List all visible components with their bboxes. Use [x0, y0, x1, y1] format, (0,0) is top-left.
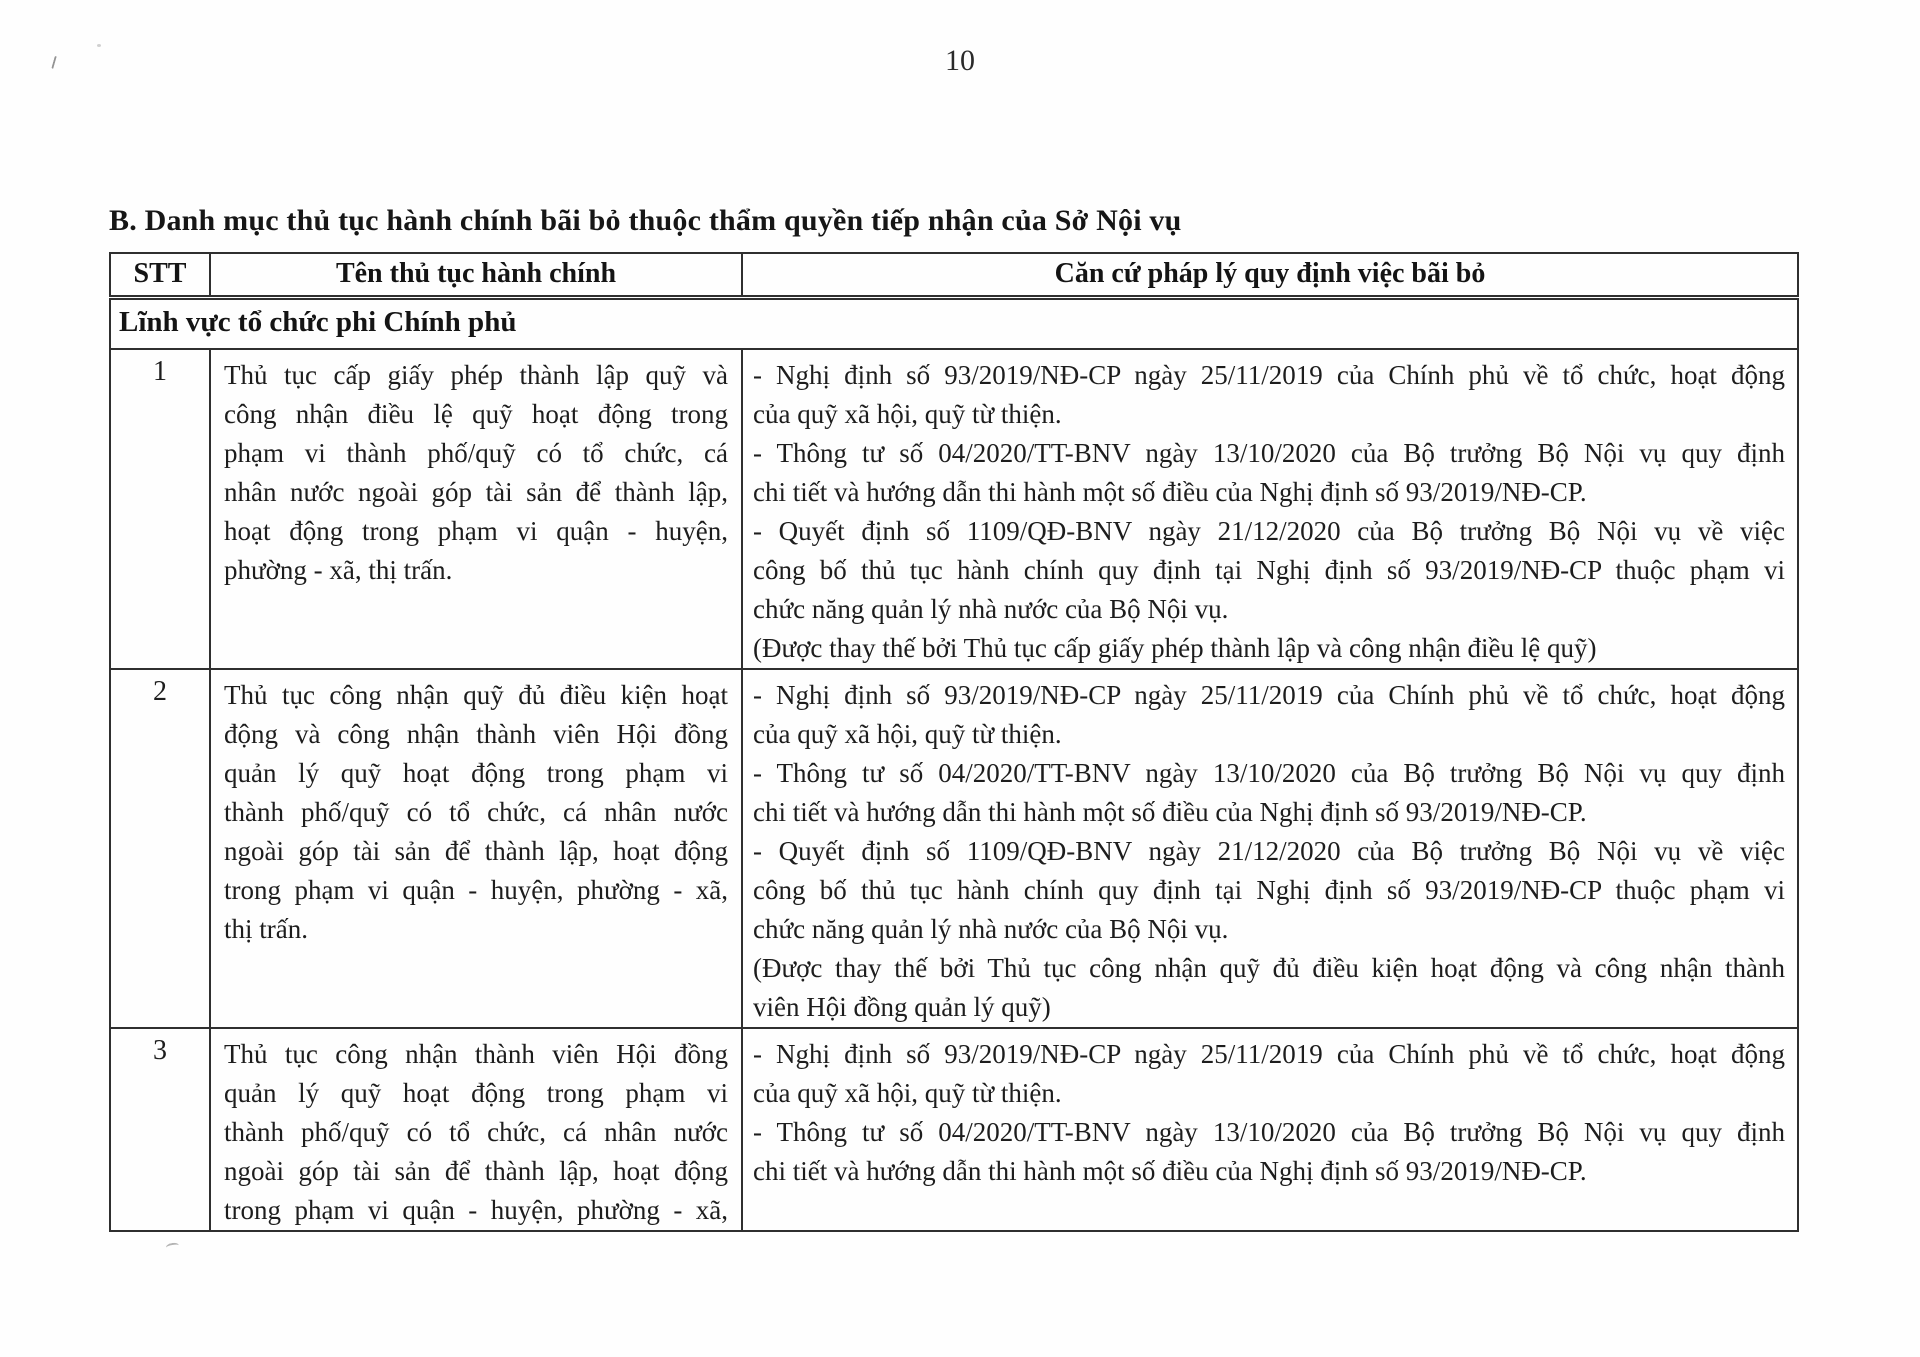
section-label: Lĩnh vực tổ chức phi Chính phủ — [110, 297, 1798, 349]
procedure-name-line: ngoài góp tài sản để thành lập, hoạt động — [224, 1156, 728, 1186]
legal-basis-line: - Thông tư số 04/2020/TT-BNV ngày 13/10/2020 của Bộ trưởng Bộ Nội vụ quy định — [753, 1117, 1785, 1147]
legal-basis-line: của quỹ xã hội, quỹ từ thiện. — [753, 399, 1062, 429]
procedure-name-line: Thủ tục công nhận thành viên Hội đồng — [224, 1039, 728, 1069]
procedure-name-cell — [210, 349, 742, 669]
scan-artifact-icon — [165, 1242, 179, 1251]
column-header-stt: STT — [110, 253, 210, 297]
column-header-procedure-name: Tên thủ tục hành chính — [210, 253, 742, 297]
legal-basis-line: công bố thủ tục hành chính quy định tại Nghị định số 93/2019/NĐ-CP thuộc phạm vi — [753, 555, 1785, 585]
legal-basis-line: chức năng quản lý nhà nước của Bộ Nội vụ. — [753, 914, 1229, 944]
legal-basis-line: - Nghị định số 93/2019/NĐ-CP ngày 25/11/2019 của Chính phủ về tổ chức, hoạt động — [753, 680, 1785, 710]
procedure-name-line: thành phố/quỹ có tổ chức, cá nhân nước — [224, 1117, 728, 1147]
table-row — [110, 1028, 1798, 1231]
legal-basis-line: - Thông tư số 04/2020/TT-BNV ngày 13/10/2020 của Bộ trưởng Bộ Nội vụ quy định — [753, 438, 1785, 468]
procedure-name-line: nhân nước ngoài góp tài sản để thành lập, — [224, 477, 728, 507]
legal-basis-line: - Quyết định số 1109/QĐ-BNV ngày 21/12/2020 của Bộ trưởng Bộ Nội vụ về việc — [753, 836, 1785, 866]
procedure-name-line: Thủ tục cấp giấy phép thành lập quỹ và — [224, 360, 728, 390]
legal-basis-line: (Được thay thế bởi Thủ tục công nhận quỹ đủ điều kiện hoạt động và công nhận thành — [753, 953, 1785, 983]
procedure-name-line: trong phạm vi quận - huyện, phường - xã, — [224, 1195, 728, 1225]
procedure-name-line: Thủ tục công nhận quỹ đủ điều kiện hoạt — [224, 680, 728, 710]
legal-basis-line: - Thông tư số 04/2020/TT-BNV ngày 13/10/2020 của Bộ trưởng Bộ Nội vụ quy định — [753, 758, 1785, 788]
row-number: 1 — [110, 349, 210, 669]
section-row — [110, 297, 1798, 349]
legal-basis-line: chi tiết và hướng dẫn thi hành một số điều của Nghị định số 93/2019/NĐ-CP. — [753, 797, 1587, 827]
legal-basis-cell — [742, 669, 1798, 1028]
legal-basis-line: - Nghị định số 93/2019/NĐ-CP ngày 25/11/2019 của Chính phủ về tổ chức, hoạt động — [753, 360, 1785, 390]
row-number: 3 — [110, 1028, 210, 1231]
table-row — [110, 669, 1798, 1028]
section-title: B. Danh mục thủ tục hành chính bãi bỏ thuộc thẩm quyền tiếp nhận của Sở Nội vụ — [109, 204, 1182, 237]
legal-basis-cell — [742, 1028, 1798, 1231]
legal-basis-line: chi tiết và hướng dẫn thi hành một số điều của Nghị định số 93/2019/NĐ-CP. — [753, 1156, 1587, 1186]
table-body — [110, 297, 1798, 1231]
procedure-name-line: quản lý quỹ hoạt động trong phạm vi — [224, 758, 728, 788]
procedures-table — [109, 252, 1799, 1232]
procedure-name-cell — [210, 1028, 742, 1231]
procedure-name-line: ngoài góp tài sản để thành lập, hoạt động — [224, 836, 728, 866]
table-row — [110, 349, 1798, 669]
procedure-name-line: trong phạm vi quận - huyện, phường - xã, — [224, 875, 728, 905]
legal-basis-line: chức năng quản lý nhà nước của Bộ Nội vụ. — [753, 594, 1229, 624]
procedure-name-line: động và công nhận thành viên Hội đồng — [224, 719, 728, 749]
legal-basis-line: chi tiết và hướng dẫn thi hành một số điều của Nghị định số 93/2019/NĐ-CP. — [753, 477, 1587, 507]
procedure-name-line: công nhận điều lệ quỹ hoạt động trong — [224, 399, 728, 429]
legal-basis-cell — [742, 349, 1798, 669]
procedure-name-line: phạm vi thành phố/quỹ có tổ chức, cá — [224, 438, 728, 468]
procedure-name-line: thị trấn. — [224, 914, 308, 944]
legal-basis-line: của quỹ xã hội, quỹ từ thiện. — [753, 1078, 1062, 1108]
procedure-name-line: quản lý quỹ hoạt động trong phạm vi — [224, 1078, 728, 1108]
row-number: 2 — [110, 669, 210, 1028]
legal-basis-line: công bố thủ tục hành chính quy định tại Nghị định số 93/2019/NĐ-CP thuộc phạm vi — [753, 875, 1785, 905]
procedure-name-line: thành phố/quỹ có tổ chức, cá nhân nước — [224, 797, 728, 827]
procedure-name-line: hoạt động trong phạm vi quận - huyện, — [224, 516, 728, 546]
legal-basis-line: viên Hội đồng quản lý quỹ) — [753, 992, 1051, 1022]
legal-basis-line: - Quyết định số 1109/QĐ-BNV ngày 21/12/2020 của Bộ trưởng Bộ Nội vụ về việc — [753, 516, 1785, 546]
page-number: 10 — [945, 44, 975, 77]
table-header-row — [110, 253, 1798, 297]
column-header-legal-basis: Căn cứ pháp lý quy định việc bãi bỏ — [742, 253, 1798, 297]
legal-basis-line: (Được thay thế bởi Thủ tục cấp giấy phép thành lập và công nhận điều lệ quỹ) — [753, 633, 1597, 663]
procedure-name-line: phường - xã, thị trấn. — [224, 555, 453, 585]
procedure-name-cell — [210, 669, 742, 1028]
legal-basis-line: của quỹ xã hội, quỹ từ thiện. — [753, 719, 1062, 749]
legal-basis-line: - Nghị định số 93/2019/NĐ-CP ngày 25/11/2019 của Chính phủ về tổ chức, hoạt động — [753, 1039, 1785, 1069]
